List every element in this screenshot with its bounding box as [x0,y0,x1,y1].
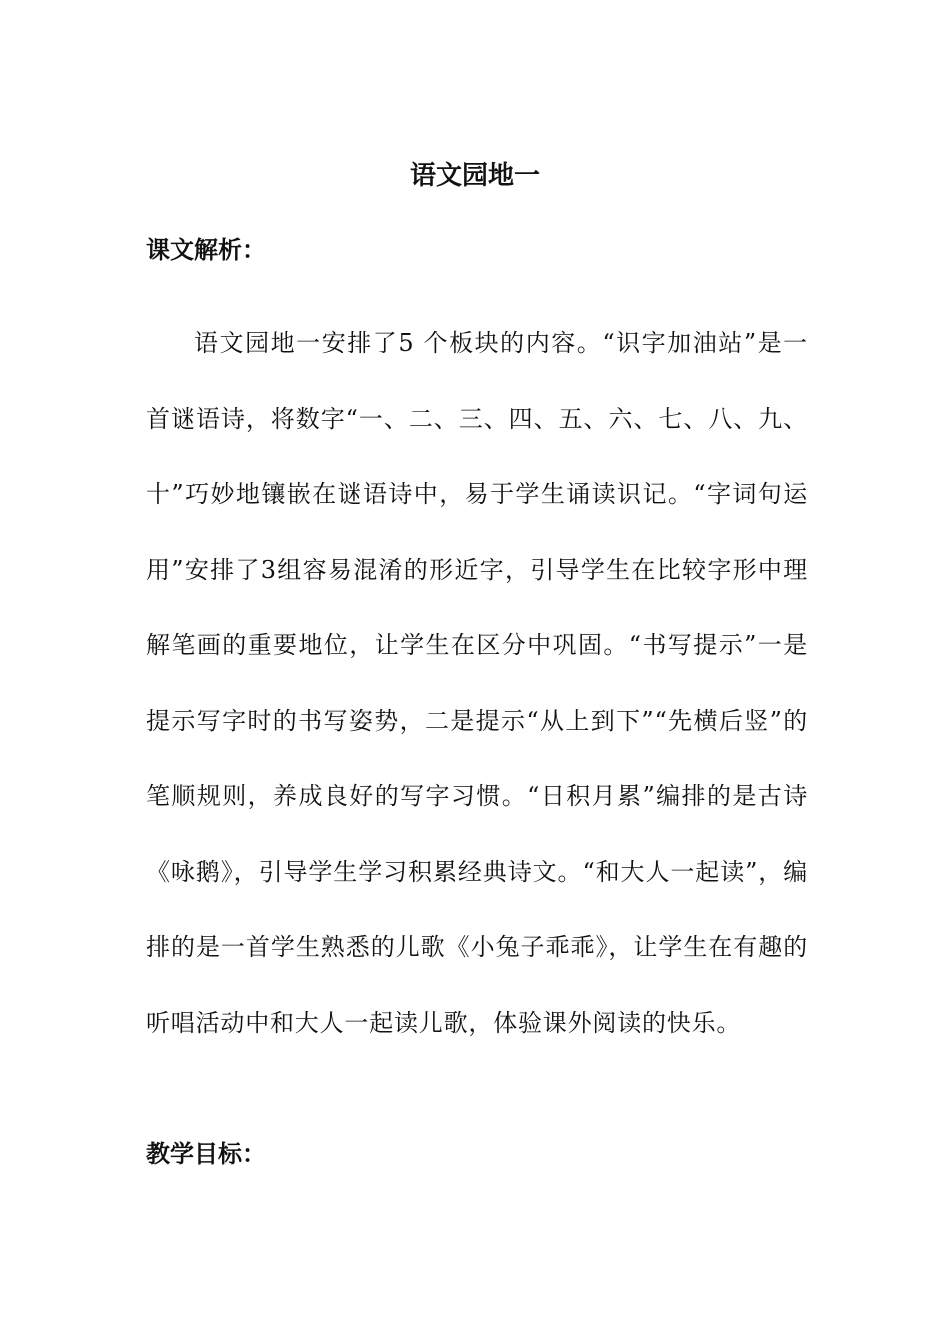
section-heading-objectives: 教学目标： [146,1140,266,1168]
analysis-paragraph: 语文园地一安排了5 个板块的内容。“识字加油站”是一首谜语诗，将数字“一、二、三、四、五、六、七、八、九、十”巧妙地镶嵌在谜语诗中，易于学生诵读识记。“字词句运用”安排了3组容易混淆的形近字，引导学生在比较字形中理解笔画的重要地位，让学生在区分中巩固。“书写提示”一是提示写字时的书写姿势，二是提示“从上到下”“先横后竖”的笔顺规则，养成良好的写字习惯。“日积月累”编排的是古诗《咏鹅》，引导学生学习积累经典诗文。“和大人一起读”，编排的是一首学生熟悉的儿歌《小兔子乖乖》，让学生在有趣的听唱活动中和大人一起读儿歌，体验课外阅读的快乐。 [146,329,808,1037]
section-heading-analysis: 课文解析： [146,236,266,264]
document-title: 语文园地一 [409,161,540,191]
